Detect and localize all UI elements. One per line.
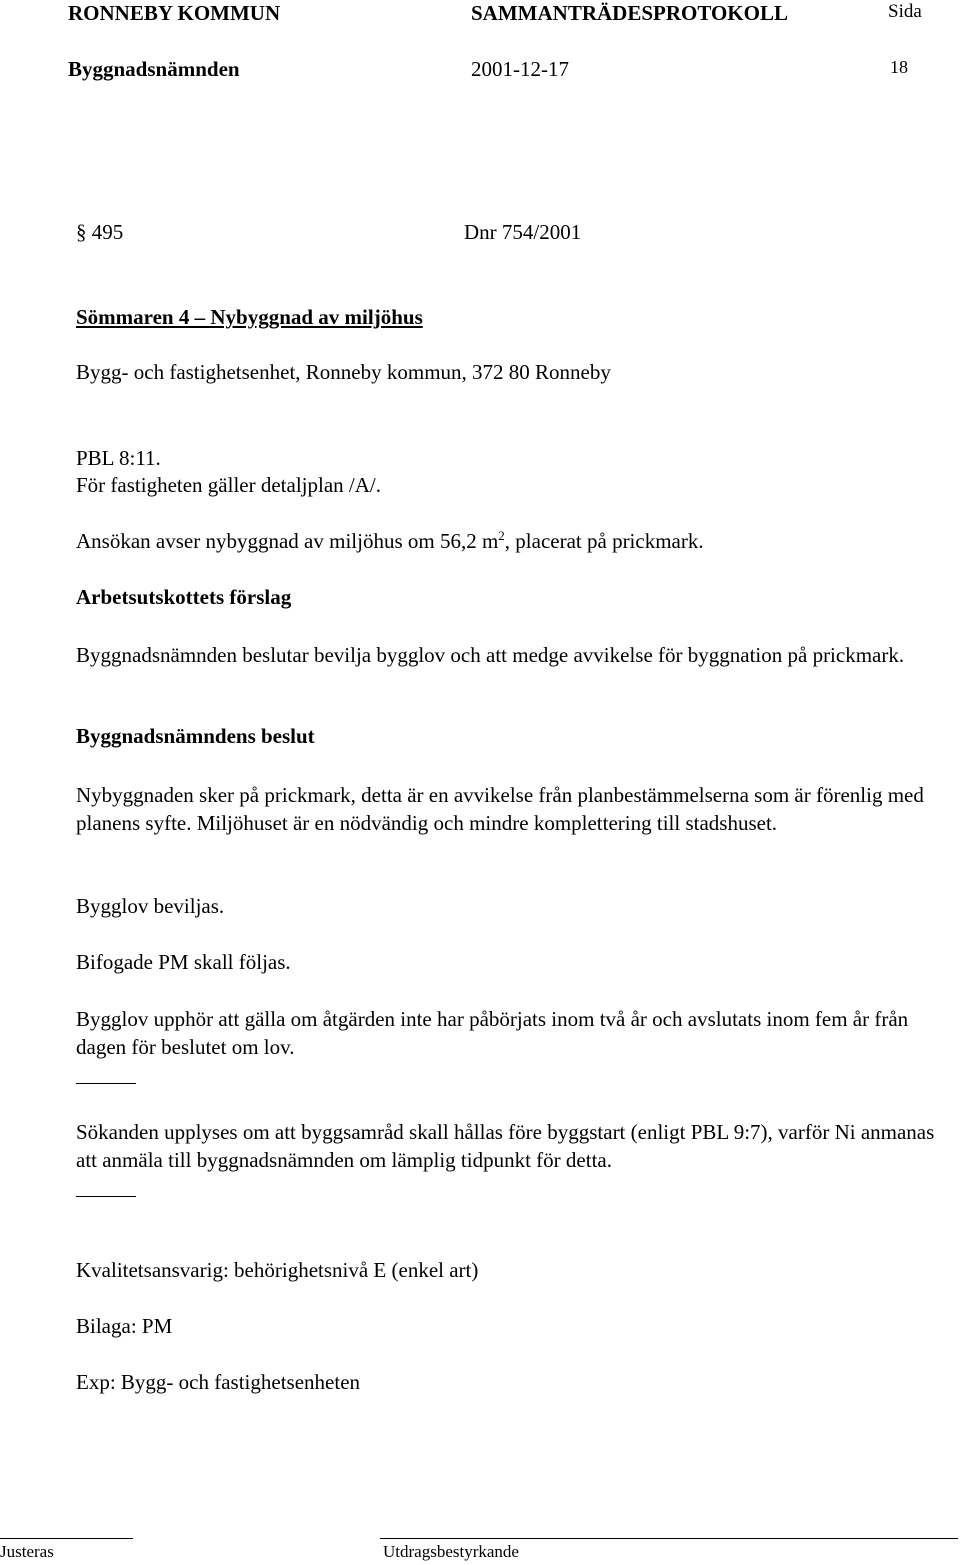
- meeting-date: 2001-12-17: [471, 57, 569, 81]
- decision-text-2: Bygglov beviljas.: [76, 894, 225, 918]
- section-divider-2: [76, 1196, 136, 1197]
- page-number: 18: [890, 57, 908, 77]
- committee-name: Byggnadsnämnden: [68, 57, 240, 81]
- decision-text-4: Bygglov upphör att gälla om åtgärden inte har påbörjats inom två år och avslutats inom fem år från dagen för beslutet om lov.: [76, 1007, 909, 1059]
- footer-rule-left: [0, 1538, 133, 1539]
- proposal-text: Byggnadsnämnden beslutar bevilja bygglov och att medge avvikelse för byggnation på prickmark.: [76, 643, 905, 667]
- paragraph-value: 495: [91, 220, 124, 244]
- expedition: Exp: Bygg- och fastighetsenheten: [76, 1370, 361, 1394]
- document-type: SAMMANTRÄDESPROTOKOLL: [471, 1, 788, 25]
- application-description: Ansökan avser nybyggnad av miljöhus om 56,2 $m^2$, placerat på prickmark.: [76, 528, 704, 553]
- detail-plan: För fastigheten gäller detaljplan /A/.: [76, 473, 381, 497]
- footer-utdragsbestyrkande: Utdragsbestyrkande: [383, 1542, 519, 1561]
- section-divider-1: [76, 1083, 136, 1084]
- page-label: Sida: [888, 1, 922, 22]
- footer-justeras: Justeras: [0, 1542, 54, 1561]
- decision-text-1: Nybyggnaden sker på prickmark, detta är en avvikelse från planbestämmelserna som är förenlig med planens syfte. Miljöhuset är en nödvändig och mindre komplettering till stadshuset.: [76, 783, 924, 835]
- paragraph-number: § 495: [76, 220, 124, 244]
- attachment: Bilaga: PM: [76, 1314, 173, 1338]
- proposal-heading: Arbetsutskottets förslag: [76, 585, 292, 609]
- quality-responsible: Kvalitetsansvarig: behörighetsnivå E (enkel art): [76, 1258, 479, 1282]
- footer-rule-right: [380, 1538, 958, 1539]
- case-title: Sömmaren 4 – Nybyggnad av miljöhus: [76, 305, 423, 329]
- applicant: Bygg- och fastighetsenhet, Ronneby kommun, 372 80 Ronneby: [76, 360, 611, 384]
- decision-heading: Byggnadsnämndens beslut: [76, 724, 315, 748]
- decision-text-3: Bifogade PM skall följas.: [76, 950, 291, 974]
- notice-text: Sökanden upplyses om att byggsamråd skall hållas före byggstart (enligt PBL 9:7), varför Ni anmanas att anmäla till byggnadsnämnden om lämplig tidpunkt för detta.: [76, 1120, 935, 1172]
- dnr: Dnr 754/2001: [464, 220, 582, 244]
- org-name: RONNEBY KOMMUN: [68, 1, 281, 25]
- pbl-reference: PBL 8:11.: [76, 446, 161, 470]
- superscript-2: 2: [498, 528, 505, 543]
